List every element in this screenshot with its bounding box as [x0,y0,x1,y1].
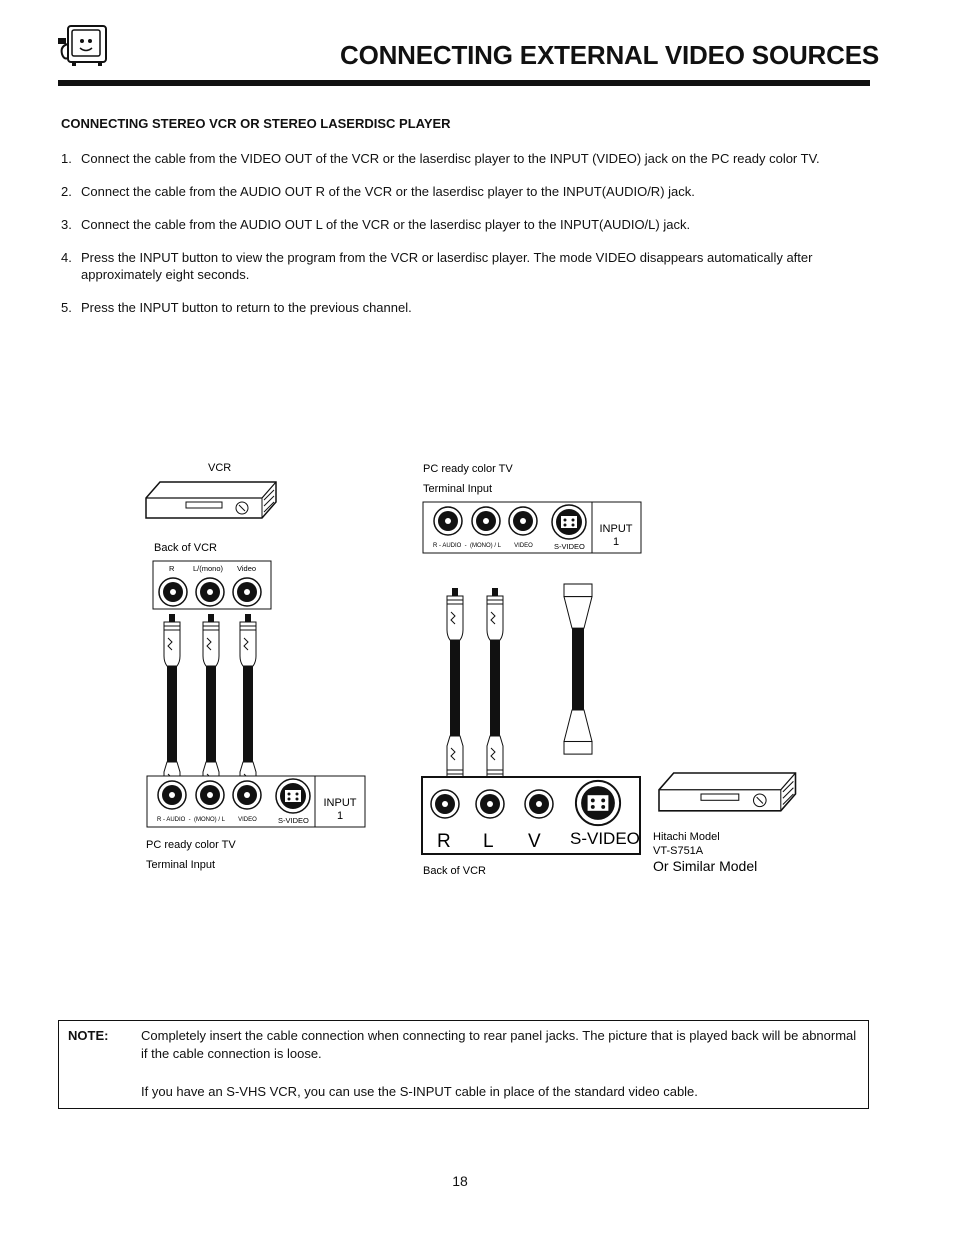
step-text: Connect the cable from the VIDEO OUT of the VCR or the laserdisc player to the INPUT (VIDEO) jack on the PC ready color TV. [81,151,820,166]
left-jack-label-l: L/(mono) [193,564,224,573]
page-title: CONNECTING EXTERNAL VIDEO SOURCES [340,40,879,70]
right-input-label: INPUT [599,523,633,535]
step-number: 5. [61,300,72,315]
left-tv-jack-video [233,781,261,809]
left-caption-line1: PC ready color TV [146,839,236,851]
right-vcr-jack-r [431,790,459,818]
left-vcr-illustration [146,482,276,518]
left-tv-jack-r [158,781,186,809]
connection-diagram [0,450,954,890]
right-tv-jack-video [509,507,537,535]
list-item [61,299,873,316]
left-panel-jack-labels: R - AUDIO - (MONO) / L VIDEO [157,817,257,823]
list-item [61,216,873,233]
right-vcr-svideo-jack [576,781,620,825]
right-caption-line2: Terminal Input [423,483,493,495]
right-rca-cable-r [447,588,463,786]
right-vcr-label-l: L [483,831,494,852]
right-vcr-jack-l [476,790,504,818]
right-svideo-cable [564,584,592,754]
step-number: 2. [61,184,72,199]
right-tv-svideo-jack [552,505,586,539]
tv-mascot-icon [54,24,110,68]
hitachi-vcr-illustration [659,773,796,811]
model-line2: VT-S751A [653,845,704,857]
steps-list [61,150,873,332]
left-vcr-jack-video [233,578,261,606]
left-input-label: INPUT [323,797,357,809]
step-number: 4. [61,250,72,265]
note-paragraph-1: Completely insert the cable connection when connecting to rear panel jacks. The picture that is played back will be abnormal if the cable connection is loose. [141,1028,857,1061]
model-line1: Hitachi Model [653,831,720,843]
left-vcr-jack-l [196,578,224,606]
right-vcr-jack-v [525,790,553,818]
left-caption-line2: Terminal Input [146,859,216,871]
left-input-num: 1 [336,810,344,822]
note-label: NOTE: [68,1028,109,1043]
step-text: Press the INPUT button to view the program from the VCR or laserdisc player. The mode VIDEO disappears automatically after approximately eight seconds. [81,250,813,282]
right-svideo-label: S-VIDEO [554,542,585,551]
model-line3: Or Similar Model [653,858,758,874]
left-jack-label-r: R [169,564,175,573]
header-rule [58,80,870,86]
step-text: Connect the cable from the AUDIO OUT R of the VCR or the laserdisc player to the INPUT(AUDIO/R) jack. [81,184,695,199]
left-tv-svideo-jack [276,779,310,813]
left-vcr-jack-r [159,578,187,606]
step-number: 3. [61,217,72,232]
step-text: Connect the cable from the AUDIO OUT L of the VCR or the laserdisc player to the INPUT(AUDIO/L) jack. [81,217,691,232]
right-panel-jack-labels: R - AUDIO - (MONO) / L VIDEO [433,543,533,549]
right-tv-jack-r [434,507,462,535]
list-item [61,183,873,200]
right-rca-cable-l [487,588,503,786]
step-text: Press the INPUT button to return to the previous channel. [81,300,412,315]
left-tv-jack-l [196,781,224,809]
note-paragraph-2: If you have an S-VHS VCR, you can use the S-INPUT cable in place of the standard video cable. [141,1084,698,1099]
right-back-of-vcr: Back of VCR [423,865,486,877]
left-svideo-label: S-VIDEO [278,816,309,825]
right-vcr-label-svideo: S-VIDEO [570,829,640,848]
right-tv-jack-l [472,507,500,535]
right-vcr-label-r: R [437,831,451,852]
left-jack-label-video: Video [237,564,257,573]
page-number: 18 [452,1173,468,1189]
right-caption-line1: PC ready color TV [423,463,513,475]
left-vcr-label: VCR [208,462,232,474]
right-vcr-label-v: V [528,831,541,852]
left-back-of-vcr: Back of VCR [154,542,217,554]
list-item [61,249,873,283]
right-input-num: 1 [612,536,620,548]
list-item [61,150,873,167]
section-title: CONNECTING STEREO VCR OR STEREO LASERDISC PLAYER [61,116,451,131]
step-number: 1. [61,151,72,166]
